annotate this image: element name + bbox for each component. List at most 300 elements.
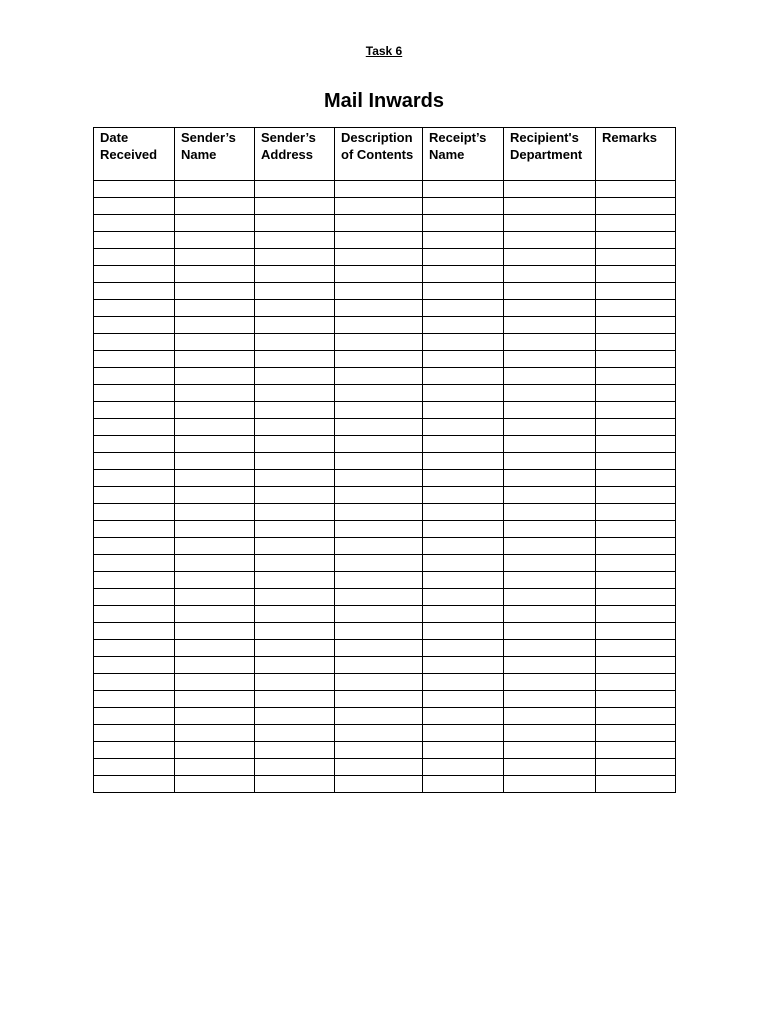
table-row: [94, 691, 676, 708]
table-cell: [255, 470, 335, 487]
table-cell: [94, 691, 175, 708]
table-cell: [255, 504, 335, 521]
table-cell: [423, 453, 504, 470]
table-cell: [175, 776, 255, 793]
table-cell: [423, 368, 504, 385]
table-row: [94, 623, 676, 640]
table-cell: [423, 419, 504, 436]
table-row: [94, 402, 676, 419]
table-cell: [255, 759, 335, 776]
table-cell: [175, 436, 255, 453]
table-cell: [504, 589, 596, 606]
table-cell: [596, 504, 676, 521]
table-cell: [94, 300, 175, 317]
table-cell: [94, 453, 175, 470]
table-cell: [596, 317, 676, 334]
table-row: [94, 742, 676, 759]
table-cell: [596, 572, 676, 589]
table-cell: [504, 198, 596, 215]
table-cell: [423, 283, 504, 300]
table-row: [94, 606, 676, 623]
table-cell: [596, 674, 676, 691]
table-cell: [255, 674, 335, 691]
table-row: [94, 640, 676, 657]
table-row: [94, 759, 676, 776]
table-cell: [335, 470, 423, 487]
table-cell: [255, 419, 335, 436]
table-cell: [596, 283, 676, 300]
table-row: [94, 453, 676, 470]
table-cell: [255, 334, 335, 351]
table-cell: [335, 589, 423, 606]
table-cell: [596, 470, 676, 487]
table-cell: [175, 215, 255, 232]
table-cell: [175, 266, 255, 283]
table-row: [94, 725, 676, 742]
table-cell: [335, 691, 423, 708]
table-row: [94, 470, 676, 487]
table-cell: [335, 776, 423, 793]
table-cell: [504, 538, 596, 555]
table-cell: [504, 487, 596, 504]
table-cell: [504, 742, 596, 759]
table-cell: [596, 266, 676, 283]
table-cell: [255, 453, 335, 470]
table-cell: [94, 385, 175, 402]
table-cell: [335, 419, 423, 436]
table-cell: [596, 215, 676, 232]
table-cell: [255, 640, 335, 657]
table-cell: [504, 759, 596, 776]
table-cell: [94, 708, 175, 725]
table-cell: [175, 674, 255, 691]
table-cell: [596, 300, 676, 317]
table-cell: [423, 249, 504, 266]
table-cell: [175, 725, 255, 742]
table-row: [94, 317, 676, 334]
table-cell: [94, 521, 175, 538]
table-row: [94, 198, 676, 215]
table-cell: [255, 606, 335, 623]
table-cell: [175, 300, 255, 317]
table-cell: [255, 589, 335, 606]
table-cell: [335, 215, 423, 232]
table-cell: [335, 725, 423, 742]
table-cell: [423, 538, 504, 555]
table-cell: [596, 334, 676, 351]
table-cell: [335, 181, 423, 198]
table-cell: [423, 725, 504, 742]
table-cell: [335, 317, 423, 334]
table-cell: [423, 198, 504, 215]
column-header-description-of-contents: Description of Contents: [335, 128, 423, 181]
table-cell: [335, 487, 423, 504]
table-cell: [255, 402, 335, 419]
table-cell: [175, 419, 255, 436]
table-cell: [423, 436, 504, 453]
table-cell: [94, 317, 175, 334]
table-cell: [94, 572, 175, 589]
table-cell: [596, 436, 676, 453]
table-cell: [175, 640, 255, 657]
column-header-senders-name: Sender’s Name: [175, 128, 255, 181]
table-cell: [423, 759, 504, 776]
table-cell: [423, 487, 504, 504]
table-row: [94, 368, 676, 385]
table-cell: [504, 572, 596, 589]
table-cell: [175, 402, 255, 419]
table-row: [94, 487, 676, 504]
table-cell: [504, 453, 596, 470]
table-cell: [596, 368, 676, 385]
table-cell: [255, 657, 335, 674]
table-cell: [94, 419, 175, 436]
table-cell: [255, 368, 335, 385]
table-cell: [94, 283, 175, 300]
table-cell: [94, 487, 175, 504]
table-cell: [175, 742, 255, 759]
table-cell: [423, 521, 504, 538]
table-cell: [504, 283, 596, 300]
table-row: [94, 657, 676, 674]
table-cell: [423, 776, 504, 793]
table-cell: [255, 572, 335, 589]
table-cell: [423, 351, 504, 368]
table-cell: [255, 249, 335, 266]
table-cell: [255, 317, 335, 334]
table-cell: [175, 572, 255, 589]
table-cell: [94, 555, 175, 572]
table-cell: [175, 249, 255, 266]
table-row: [94, 436, 676, 453]
table-cell: [335, 521, 423, 538]
table-cell: [504, 300, 596, 317]
table-cell: [175, 198, 255, 215]
table-cell: [175, 181, 255, 198]
table-cell: [94, 249, 175, 266]
table-cell: [175, 606, 255, 623]
table-cell: [335, 759, 423, 776]
table-cell: [335, 283, 423, 300]
table-cell: [504, 402, 596, 419]
table-cell: [175, 521, 255, 538]
table-cell: [596, 181, 676, 198]
table-cell: [255, 215, 335, 232]
table-row: [94, 419, 676, 436]
table-cell: [596, 402, 676, 419]
table-cell: [255, 351, 335, 368]
table-cell: [335, 198, 423, 215]
table-cell: [504, 436, 596, 453]
column-header-receipts-name: Receipt’s Name: [423, 128, 504, 181]
table-cell: [504, 181, 596, 198]
table-cell: [335, 232, 423, 249]
table-cell: [94, 266, 175, 283]
table-cell: [596, 657, 676, 674]
table-cell: [504, 266, 596, 283]
table-cell: [255, 266, 335, 283]
table-header-row: [94, 128, 676, 181]
table-cell: [504, 623, 596, 640]
table-cell: [175, 691, 255, 708]
column-header-date-received: Date Received: [94, 128, 175, 181]
table-cell: [504, 725, 596, 742]
table-cell: [335, 708, 423, 725]
table-row: [94, 334, 676, 351]
table-cell: [175, 385, 255, 402]
table-cell: [255, 521, 335, 538]
table-cell: [335, 334, 423, 351]
table-cell: [504, 351, 596, 368]
table-cell: [335, 572, 423, 589]
table-cell: [255, 385, 335, 402]
table-cell: [335, 300, 423, 317]
table-cell: [504, 232, 596, 249]
table-cell: [94, 776, 175, 793]
table-cell: [175, 657, 255, 674]
table-cell: [596, 538, 676, 555]
table-cell: [423, 640, 504, 657]
column-header-recipients-department: Recipient's Department: [504, 128, 596, 181]
table-cell: [175, 368, 255, 385]
table-cell: [255, 708, 335, 725]
page-title: Mail Inwards: [323, 90, 445, 112]
table-cell: [175, 759, 255, 776]
table-row: [94, 266, 676, 283]
table-cell: [504, 555, 596, 572]
table-cell: [175, 555, 255, 572]
table-cell: [423, 470, 504, 487]
table-cell: [504, 776, 596, 793]
table-cell: [423, 266, 504, 283]
table-cell: [94, 538, 175, 555]
table-row: [94, 232, 676, 249]
table-cell: [504, 215, 596, 232]
table-row: [94, 385, 676, 402]
table-cell: [423, 300, 504, 317]
table-cell: [504, 419, 596, 436]
table-cell: [596, 640, 676, 657]
table-cell: [175, 334, 255, 351]
table-cell: [175, 317, 255, 334]
table-cell: [423, 572, 504, 589]
table-cell: [335, 742, 423, 759]
table-cell: [423, 181, 504, 198]
table-cell: [255, 198, 335, 215]
table-cell: [504, 521, 596, 538]
table-cell: [596, 589, 676, 606]
table-cell: [596, 232, 676, 249]
table-cell: [94, 759, 175, 776]
table-cell: [175, 470, 255, 487]
column-header-remarks: Remarks: [596, 128, 676, 181]
table-cell: [504, 249, 596, 266]
table-cell: [423, 606, 504, 623]
table-cell: [94, 589, 175, 606]
table-cell: [335, 249, 423, 266]
table-cell: [94, 351, 175, 368]
table-row: [94, 300, 676, 317]
table-cell: [175, 487, 255, 504]
table-cell: [94, 215, 175, 232]
table-row: [94, 181, 676, 198]
table-cell: [423, 555, 504, 572]
table-cell: [596, 555, 676, 572]
table-cell: [255, 436, 335, 453]
table-body: [94, 181, 676, 793]
table-cell: [504, 334, 596, 351]
table-cell: [335, 606, 423, 623]
table-cell: [255, 691, 335, 708]
table-cell: [504, 317, 596, 334]
table-cell: [255, 283, 335, 300]
table-cell: [423, 691, 504, 708]
table-cell: [596, 487, 676, 504]
table-cell: [175, 453, 255, 470]
table-row: [94, 351, 676, 368]
table-cell: [423, 334, 504, 351]
table-cell: [255, 725, 335, 742]
table-cell: [596, 453, 676, 470]
table-cell: [596, 759, 676, 776]
table-cell: [504, 657, 596, 674]
table-cell: [255, 181, 335, 198]
table-cell: [335, 640, 423, 657]
table-cell: [175, 589, 255, 606]
table-cell: [596, 521, 676, 538]
table-cell: [423, 657, 504, 674]
table-cell: [423, 317, 504, 334]
table-cell: [94, 470, 175, 487]
table-cell: [423, 504, 504, 521]
table-cell: [504, 640, 596, 657]
table-cell: [335, 402, 423, 419]
table-row: [94, 283, 676, 300]
table-cell: [94, 232, 175, 249]
table-row: [94, 589, 676, 606]
table-cell: [596, 385, 676, 402]
table-cell: [335, 436, 423, 453]
table-row: [94, 708, 676, 725]
table-cell: [423, 385, 504, 402]
table-cell: [423, 623, 504, 640]
task-label: Task 6: [365, 44, 403, 58]
table-cell: [94, 368, 175, 385]
table-cell: [94, 606, 175, 623]
table-cell: [335, 266, 423, 283]
table-cell: [504, 504, 596, 521]
table-cell: [94, 334, 175, 351]
table-cell: [335, 623, 423, 640]
table-cell: [335, 385, 423, 402]
table-cell: [423, 708, 504, 725]
table-row: [94, 555, 676, 572]
table-cell: [423, 674, 504, 691]
table-cell: [423, 402, 504, 419]
table-cell: [255, 232, 335, 249]
table-cell: [504, 470, 596, 487]
table-cell: [335, 538, 423, 555]
table-cell: [94, 402, 175, 419]
table-cell: [335, 368, 423, 385]
mail-inwards-table: [93, 127, 676, 793]
table-cell: [94, 198, 175, 215]
table-cell: [255, 776, 335, 793]
table-cell: [596, 725, 676, 742]
table-cell: [504, 368, 596, 385]
table-cell: [94, 504, 175, 521]
table-cell: [255, 555, 335, 572]
table-cell: [596, 776, 676, 793]
table-cell: [335, 674, 423, 691]
table-cell: [175, 504, 255, 521]
table-cell: [94, 436, 175, 453]
table-cell: [94, 725, 175, 742]
table-cell: [423, 215, 504, 232]
table-cell: [596, 623, 676, 640]
table-cell: [175, 351, 255, 368]
table-row: [94, 572, 676, 589]
table-row: [94, 215, 676, 232]
table-cell: [596, 198, 676, 215]
column-header-senders-address: Sender’s Address: [255, 128, 335, 181]
table-row: [94, 249, 676, 266]
table-cell: [94, 742, 175, 759]
table-cell: [596, 249, 676, 266]
table-cell: [596, 742, 676, 759]
table-cell: [175, 708, 255, 725]
table-cell: [335, 555, 423, 572]
table-cell: [504, 606, 596, 623]
table-row: [94, 504, 676, 521]
table-cell: [335, 504, 423, 521]
table-cell: [596, 691, 676, 708]
table-cell: [423, 742, 504, 759]
table-cell: [94, 674, 175, 691]
table-cell: [255, 538, 335, 555]
table-cell: [335, 657, 423, 674]
table-cell: [504, 691, 596, 708]
table-cell: [255, 623, 335, 640]
table-cell: [175, 538, 255, 555]
table-row: [94, 674, 676, 691]
table-cell: [255, 487, 335, 504]
table-cell: [175, 232, 255, 249]
table-cell: [335, 453, 423, 470]
table-cell: [504, 674, 596, 691]
table-cell: [94, 657, 175, 674]
table-cell: [94, 640, 175, 657]
table-cell: [596, 419, 676, 436]
table-cell: [504, 708, 596, 725]
table-cell: [596, 708, 676, 725]
table-cell: [423, 589, 504, 606]
table-cell: [504, 385, 596, 402]
table-cell: [255, 742, 335, 759]
table-row: [94, 538, 676, 555]
table-cell: [423, 232, 504, 249]
table-cell: [596, 606, 676, 623]
table-cell: [255, 300, 335, 317]
table-cell: [175, 283, 255, 300]
table-row: [94, 776, 676, 793]
table-cell: [94, 181, 175, 198]
table-row: [94, 521, 676, 538]
table-cell: [94, 623, 175, 640]
table-cell: [596, 351, 676, 368]
table-cell: [335, 351, 423, 368]
table-cell: [175, 623, 255, 640]
